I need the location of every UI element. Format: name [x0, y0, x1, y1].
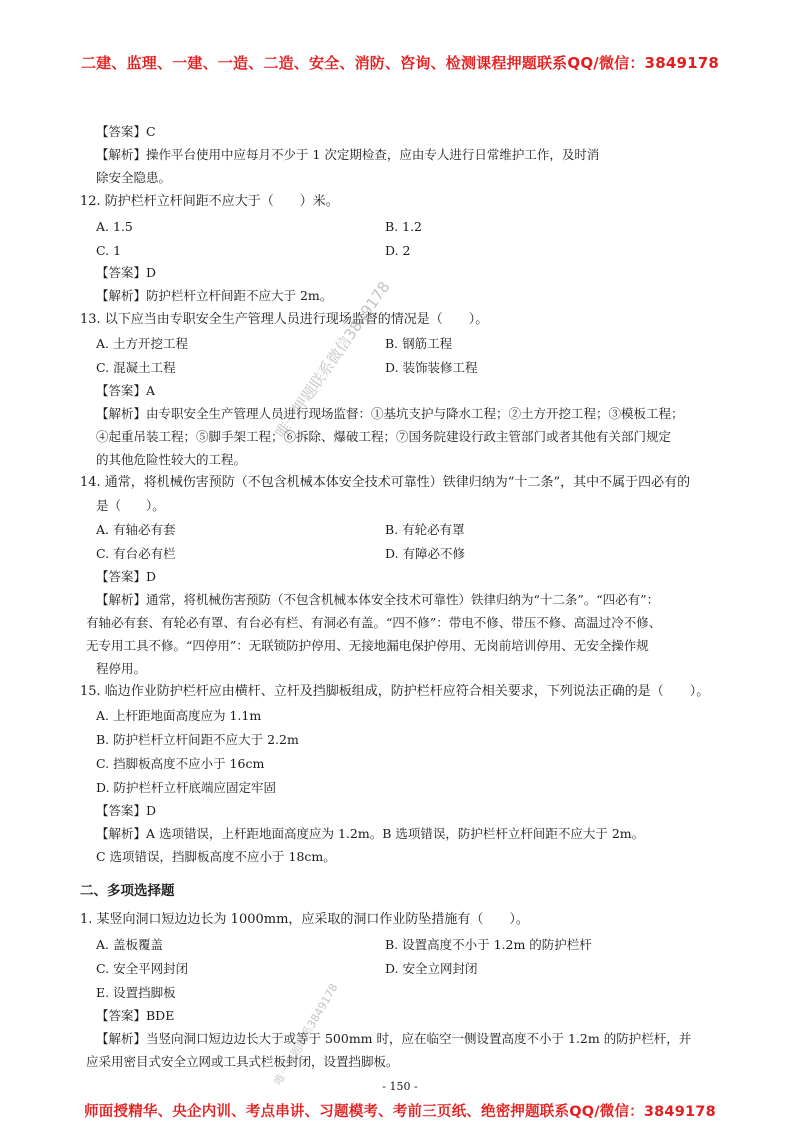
q14-stem-cont: 是（ ）。: [96, 498, 165, 513]
q12-stem: 12. 防护栏杆立杆间距不应大于（ ）米。: [80, 194, 339, 209]
q15-option-d: D. 防护栏杆立杆底端应固定牢固: [96, 780, 277, 795]
q15-option-a: A. 上杆距地面高度应为 1.1m: [96, 708, 262, 723]
q14-analysis-cont-1: 有轴必有套、有轮必有罩、有台必有栏、有洞必有盖。“四不修”：带电不修、带压不修、高温过冷不修、: [86, 615, 662, 630]
q15-stem: 15. 临边作业防护栏杆应由横杆、立杆及挡脚板组成，防护栏杆应符合相关要求，下列说法正确的是（ ）。: [80, 684, 710, 699]
watermark: 唯一押题联系3849178: [271, 981, 341, 1088]
m1-option-a: A. 盖板覆盖: [96, 937, 163, 952]
q15-analysis: 【解析】A 选项错误，上杆距地面高度应为 1.2m。B 选项错误，防护栏杆立杆间距不应大于 2m。: [96, 826, 645, 841]
q13-analysis: 【解析】由专职安全生产管理人员进行现场监督：①基坑支护与降水工程；②土方开挖工程；③模板工程；: [96, 406, 684, 421]
page-number: - 150 -: [382, 1080, 418, 1093]
q14-analysis-cont-3: 程停用。: [96, 661, 147, 676]
m1-analysis-cont: 应采用密目式安全立网或工具式栏板封闭，设置挡脚板。: [86, 1054, 399, 1069]
m1-option-d: D. 安全立网封闭: [385, 961, 478, 976]
q11-analysis: 【解析】操作平台使用中应每月不少于 1 次定期检查，应由专人进行日常维护工作，及时消: [96, 147, 600, 162]
bottom-banner: 师面授精华、央企内训、考点串讲、习题模考、考前三页纸、绝密押题联系QQ/微信：3849178: [84, 1104, 716, 1120]
q13-analysis-cont-2: 的其他危险性较大的工程。: [96, 452, 247, 467]
q13-option-b: B. 钢筋工程: [385, 336, 453, 351]
q14-analysis: 【解析】通常，将机械伤害预防（不包含机械本体安全技术可靠性）铁律归纳为“十二条”。“四必有”：: [96, 592, 660, 607]
q14-option-b: B. 有轮必有罩: [385, 522, 465, 537]
q12-option-b: B. 1.2: [385, 219, 423, 234]
q14-stem: 14. 通常，将机械伤害预防（不包含机械本体安全技术可靠性）铁律归纳为“十二条”，其中不属于四必有的: [80, 475, 691, 490]
q12-option-d: D. 2: [385, 243, 411, 258]
q13-option-d: D. 装饰装修工程: [385, 360, 478, 375]
q12-analysis: 【解析】防护栏杆立杆间距不应大于 2m。: [96, 288, 333, 303]
q13-option-a: A. 土方开挖工程: [96, 336, 188, 351]
m1-answer: 【答案】BDE: [96, 1008, 175, 1023]
q14-option-a: A. 有轴必有套: [96, 522, 176, 537]
q14-option-c: C. 有台必有栏: [96, 546, 176, 561]
top-banner: 二建、监理、一建、一造、二造、安全、消防、咨询、检测课程押题联系QQ/微信：3849178: [80, 54, 720, 72]
q13-stem: 13. 以下应当由专职安全生产管理人员进行现场监督的情况是（ ）。: [80, 312, 489, 327]
q13-answer: 【答案】A: [96, 383, 156, 398]
m1-stem: 1. 某竖向洞口短边边长为 1000mm，应采取的洞口作业防坠措施有（ ）。: [80, 912, 529, 927]
q12-option-c: C. 1: [96, 243, 122, 258]
q11-answer: 【答案】C: [96, 124, 156, 139]
section-title: 二、多项选择题: [80, 883, 175, 899]
q12-answer: 【答案】D: [96, 265, 157, 280]
watermark: 唯一押题联系微信3849178: [271, 278, 394, 442]
q15-option-c: C. 挡脚板高度不应小于 16cm: [96, 756, 265, 771]
m1-option-b: B. 设置高度不小于 1.2m 的防护栏杆: [385, 937, 592, 952]
q12-option-a: A. 1.5: [96, 219, 133, 234]
q13-option-c: C. 混凝土工程: [96, 360, 176, 375]
q15-analysis-cont: C 选项错误，挡脚板高度不应小于 18cm。: [96, 849, 336, 864]
q14-analysis-cont-2: 无专用工具不修。“四停用”：无联锁防护停用、无接地漏电保护停用、无岗前培训停用、无安全操作规: [86, 638, 649, 653]
m1-option-e: E. 设置挡脚板: [96, 985, 176, 1000]
m1-option-c: C. 安全平网封闭: [96, 961, 189, 976]
q13-analysis-cont-1: ④起重吊装工程；⑤脚手架工程；⑥拆除、爆破工程；⑦国务院建设行政主管部门或者其他有关部门规定: [96, 429, 672, 444]
q15-option-b: B. 防护栏杆立杆间距不应大于 2.2m: [96, 732, 299, 747]
m1-analysis: 【解析】当竖向洞口短边边长大于或等于 500mm 时，应在临空一侧设置高度不小于 1.2m 的防护栏杆，并: [96, 1031, 692, 1046]
q14-answer: 【答案】D: [96, 569, 157, 584]
q11-analysis-cont: 除安全隐患。: [96, 170, 172, 185]
q14-option-d: D. 有障必不修: [385, 546, 466, 561]
q15-answer: 【答案】D: [96, 803, 157, 818]
